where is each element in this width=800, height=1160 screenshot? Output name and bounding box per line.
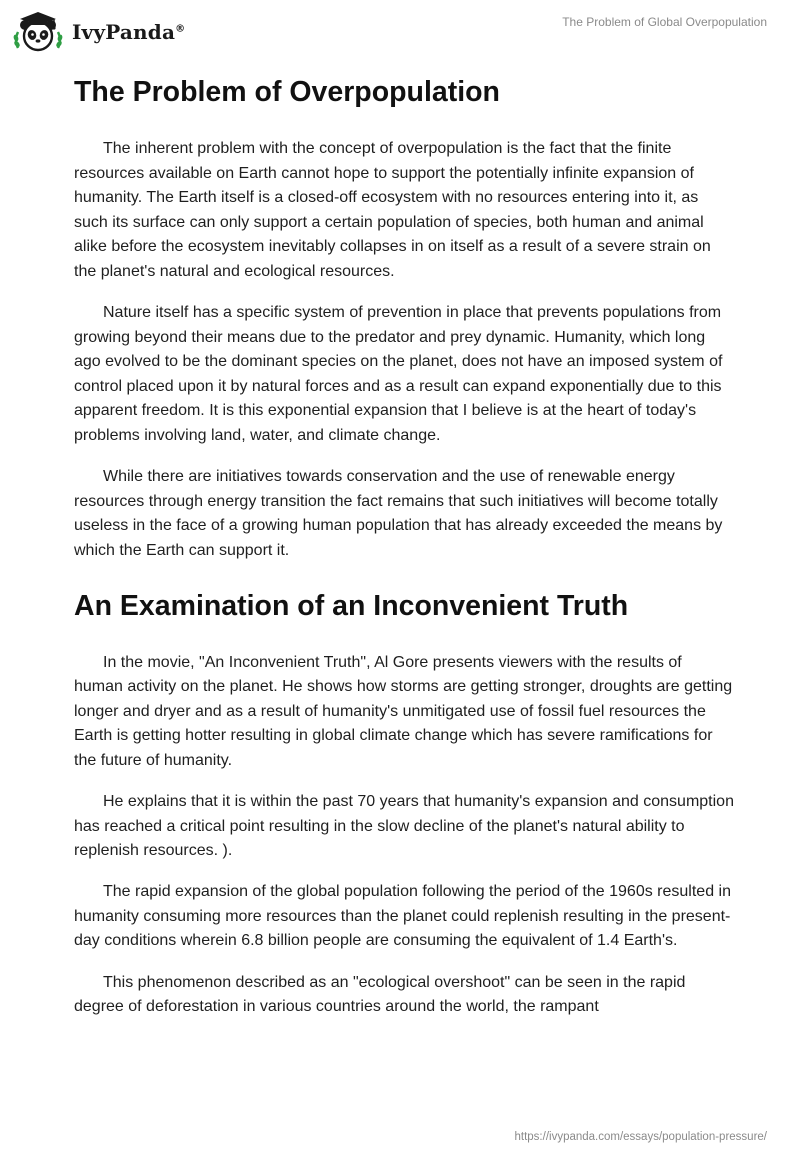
paragraph: The inherent problem with the concept of overpopulation is the fact that the finite resources available on Earth cannot hope to support the potentially infinite expansion of humanity. The Earth itself is a closed-off ecosystem with no resources entering into it, as such its surface can only support a certain population of species, both human and animal alike before the ecosystem inevitably collapses in on itself as a result of a severe strain on the planet's natural and ecological resources.	[74, 140, 711, 280]
section-heading-overpopulation: The Problem of Overpopulation	[74, 76, 500, 108]
brand-name: IvyPanda®	[72, 20, 186, 44]
panda-graduation-cap-icon	[12, 10, 64, 54]
page-header	[0, 0, 800, 64]
paragraph: In the movie, "An Inconvenient Truth", Al Gore presents viewers with the results of human activity on the planet. He shows how storms are getting stronger, droughts are getting longer and dryer and as a result of humanity's unmitigated use of fossil fuel resources the Earth is getting hotter resulting in global climate change which has severe ramifications for the future of humanity.	[74, 653, 733, 769]
paragraph: While there are initiatives towards conservation and the use of renewable energy resources through energy transition the fact remains that such initiatives will become totally useless in the face of a growing human population that has already exceeded the means by which the Earth can support it.	[74, 468, 723, 559]
paragraph: He explains that it is within the past 70 years that humanity's expansion and consumption has reached a critical point resulting in the slow decline of the planet's natural ability to replenish resources. ).	[74, 792, 734, 860]
section-heading-inconvenient-truth: An Examination of an Inconvenient Truth	[74, 589, 629, 622]
registered-mark: ®	[175, 23, 186, 35]
paragraph: The rapid expansion of the global population following the period of the 1960s resulted in humanity consuming more resources than the planet could replenish resulting in the present-day conditions wherein 6.8 billion people are consuming the equivalent of 1.4 Earth's.	[74, 883, 731, 950]
running-title: The Problem of Global Overpopulation	[562, 15, 767, 29]
paragraph: This phenomenon described as an "ecological overshoot" can be seen in the rapid degree of deforestation in various countries around the world, the rampant	[74, 973, 686, 1016]
source-url-link[interactable]: https://ivypanda.com/essays/population-pressure/	[514, 1131, 767, 1143]
essay-content	[74, 72, 734, 1020]
brand-logo[interactable]	[12, 10, 185, 54]
paragraph: Nature itself has a specific system of prevention in place that prevents populations from growing beyond their means due to the predator and prey dynamic. Humanity, which long ago evolved to be the dominant species on the planet, does not have an imposed system of control placed upon it by natural forces and as a result can expand exponentially due to this apparent freedom. It is this exponential expansion that I believe is at the heart of today's problems involving land, water, and climate change.	[74, 304, 723, 445]
